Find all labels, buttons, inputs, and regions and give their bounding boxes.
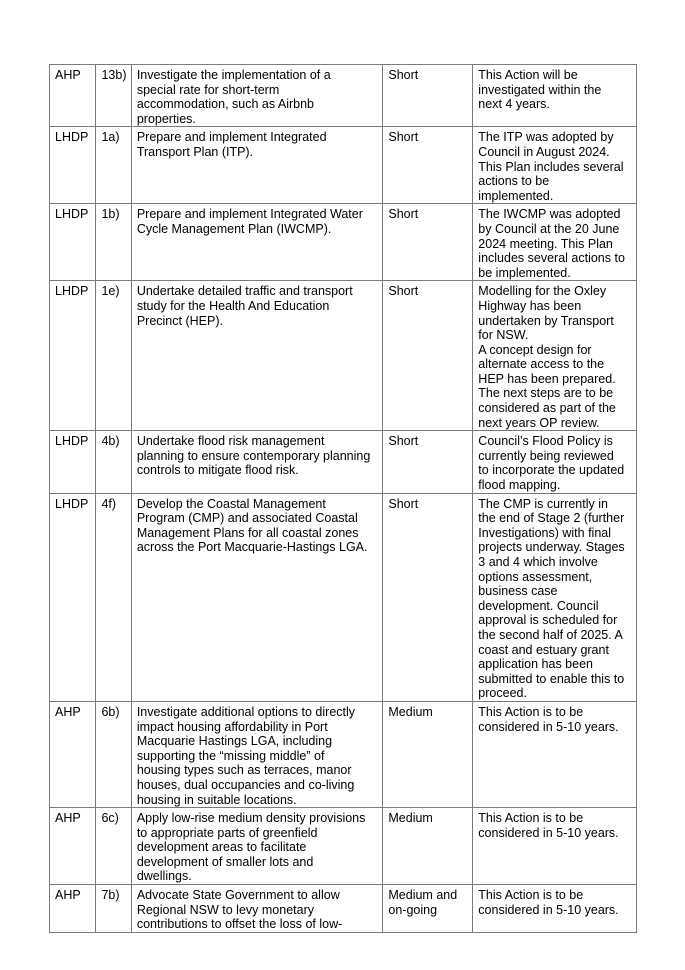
- timeframe-cell: Short: [383, 127, 473, 204]
- timeframe-cell: Medium: [383, 701, 473, 807]
- status-cell: This Action will be investigated within the next 4 years.: [473, 65, 637, 127]
- timeframe-cell: Short: [383, 493, 473, 701]
- table-row: [50, 281, 637, 431]
- action-ref-cell: 4b): [96, 431, 131, 493]
- status-cell: Modelling for the Oxley Highway has been undertaken by Transport for NSW. A concept design for alternate access to the HEP has been prepared. The next steps are to be considered as part of the next years OP review.: [473, 281, 637, 431]
- timeframe-cell: Short: [383, 204, 473, 281]
- timeframe-cell: Short: [383, 431, 473, 493]
- status-cell: The CMP is currently in the end of Stage 2 (further Investigations) with final projects underway. Stages 3 and 4 which involve options assessment, business case development. Council approval is scheduled for the second half of 2025. A coast and estuary grant application has been submitted to enable this to proceed.: [473, 493, 637, 701]
- table-row: [50, 493, 637, 701]
- action-description-cell: Advocate State Government to allow Regional NSW to levy monetary contributions to offset the loss of low-: [131, 885, 383, 933]
- timeframe-cell: Short: [383, 281, 473, 431]
- strategy-cell: LHDP: [50, 493, 96, 701]
- table-row: [50, 808, 637, 885]
- strategy-cell: LHDP: [50, 204, 96, 281]
- timeframe-cell: Medium: [383, 808, 473, 885]
- action-description-cell: Prepare and implement Integrated Water Cycle Management Plan (IWCMP).: [131, 204, 383, 281]
- action-description-cell: Undertake flood risk management planning to ensure contemporary planning controls to mitigate flood risk.: [131, 431, 383, 493]
- action-description-cell: Undertake detailed traffic and transport study for the Health And Education Precinct (HEP).: [131, 281, 383, 431]
- strategy-cell: AHP: [50, 808, 96, 885]
- table-row: [50, 204, 637, 281]
- table-row: [50, 431, 637, 493]
- strategy-cell: LHDP: [50, 127, 96, 204]
- strategy-cell: AHP: [50, 65, 96, 127]
- strategy-cell: LHDP: [50, 281, 96, 431]
- table-row: [50, 701, 637, 807]
- action-ref-cell: 6b): [96, 701, 131, 807]
- action-description-cell: Prepare and implement Integrated Transport Plan (ITP).: [131, 127, 383, 204]
- status-cell: This Action is to be considered in 5-10 years.: [473, 701, 637, 807]
- table-row: [50, 885, 637, 933]
- status-cell: Council’s Flood Policy is currently being reviewed to incorporate the updated flood mapping.: [473, 431, 637, 493]
- action-ref-cell: 1e): [96, 281, 131, 431]
- strategy-cell: AHP: [50, 701, 96, 807]
- timeframe-cell: Short: [383, 65, 473, 127]
- status-cell: This Action is to be considered in 5-10 years.: [473, 808, 637, 885]
- table-row: [50, 65, 637, 127]
- status-cell: The ITP was adopted by Council in August 2024. This Plan includes several actions to be implemented.: [473, 127, 637, 204]
- action-ref-cell: 13b): [96, 65, 131, 127]
- action-description-cell: Develop the Coastal Management Program (CMP) and associated Coastal Management Plans for all coastal zones across the Port Macquarie-Hastings LGA.: [131, 493, 383, 701]
- status-cell: The IWCMP was adopted by Council at the 20 June 2024 meeting. This Plan includes several actions to be implemented.: [473, 204, 637, 281]
- action-description-cell: Investigate additional options to directly impact housing affordability in Port Macquarie Hastings LGA, including supporting the “missing middle” of housing types such as terraces, manor houses, dual occupancies and co-living housing in suitable locations.: [131, 701, 383, 807]
- action-description-cell: Apply low-rise medium density provisions to appropriate parts of greenfield development areas to facilitate development of smaller lots and dwellings.: [131, 808, 383, 885]
- table-row: [50, 127, 637, 204]
- action-ref-cell: 4f): [96, 493, 131, 701]
- action-ref-cell: 6c): [96, 808, 131, 885]
- action-ref-cell: 1b): [96, 204, 131, 281]
- actions-table: [49, 64, 637, 933]
- timeframe-cell: Medium and on-going: [383, 885, 473, 933]
- action-description-cell: Investigate the implementation of a special rate for short-term accommodation, such as Airbnb properties.: [131, 65, 383, 127]
- action-ref-cell: 7b): [96, 885, 131, 933]
- strategy-cell: AHP: [50, 885, 96, 933]
- action-ref-cell: 1a): [96, 127, 131, 204]
- status-cell: This Action is to be considered in 5-10 years.: [473, 885, 637, 933]
- strategy-cell: LHDP: [50, 431, 96, 493]
